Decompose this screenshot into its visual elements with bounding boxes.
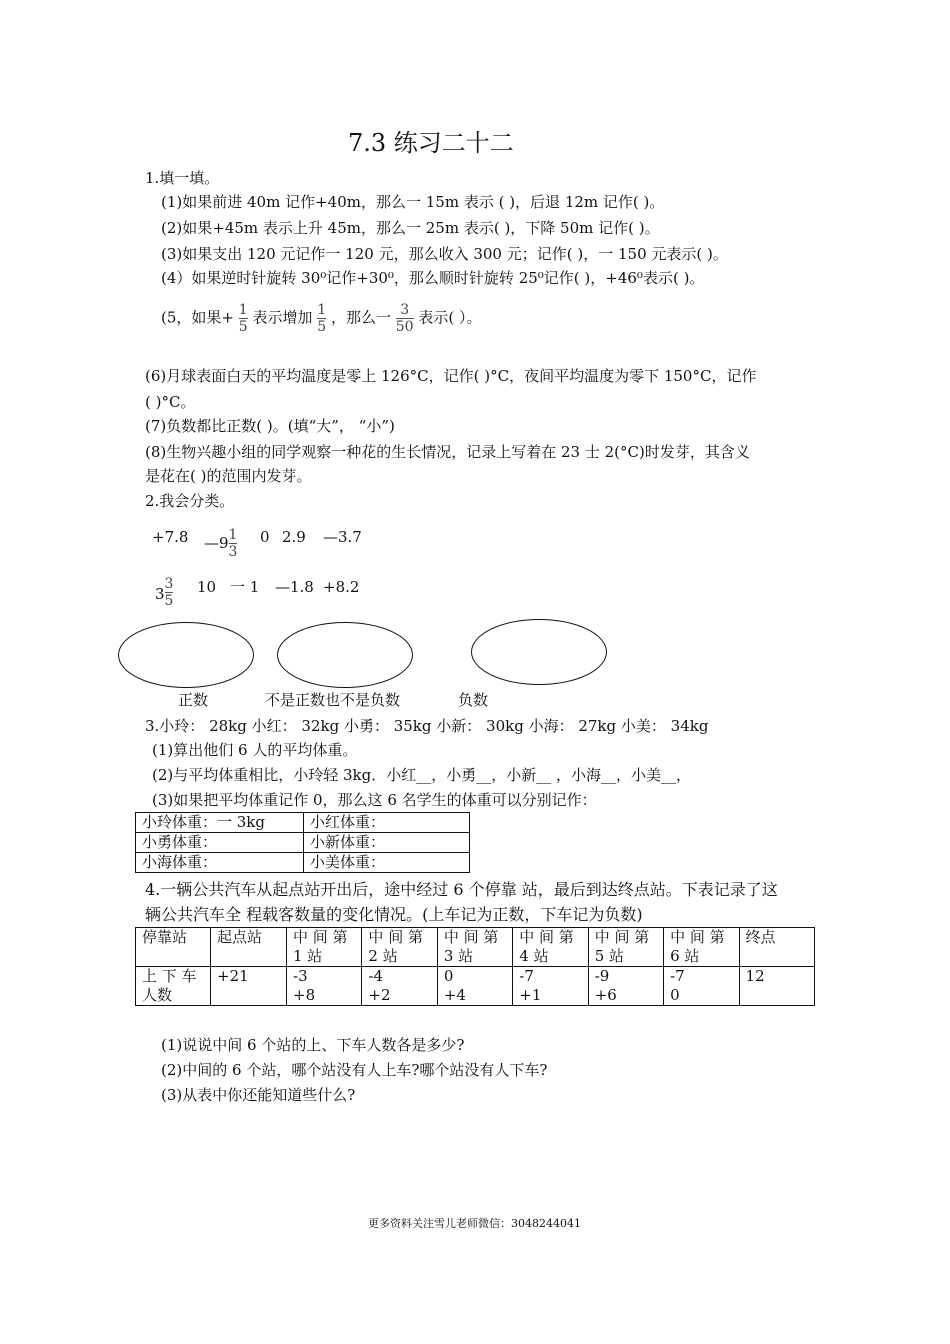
weight-cell: 小红体重： (304, 813, 470, 833)
value-cell: -3 +8 (287, 967, 362, 1006)
value-cell: 0 +4 (437, 967, 512, 1006)
number-3-3-5: $3\frac{3}{5}$ (155, 576, 174, 609)
fraction-one-fifth-2: $\frac{1}{5}$ (317, 302, 327, 335)
q4-heading-b: 辆公共汽车全 程载客数量的变化情况。(上车记为正数，下车记为负数) (145, 905, 643, 924)
value-cell: -4 +2 (362, 967, 437, 1006)
header-cell: 中 间 第 2 站 (362, 928, 437, 967)
positive-oval[interactable] (118, 622, 254, 688)
q1-item-5-part4: 表示( ）。 (418, 308, 482, 327)
weight-cell: 小海体重： (136, 853, 304, 873)
q1-item-3: (3)如果支出 120 元记作一 120 元，那么收入 300 元；记作( )，一 150 元表示( )。 (161, 245, 728, 263)
header-cell: 中 间 第 4 站 (513, 928, 588, 967)
table-row (136, 967, 815, 1006)
bus-table (135, 927, 815, 1006)
q3-heading: 3.小玲： 28kg 小红： 32kg 小勇： 35kg 小新： 30kg 小海： 27kg 小美： 34kg (145, 717, 709, 735)
table-row (136, 833, 470, 853)
header-cell: 停靠站 (136, 928, 211, 967)
number-minus-9-1-3: $—9\frac{1}{3}$ (204, 527, 238, 560)
label-neither: 不是正数也不是负数 (265, 691, 401, 709)
neutral-oval[interactable] (277, 622, 413, 688)
fraction-three-fiftieths: $\frac{3}{50}$ (395, 302, 414, 335)
q1-item-6b: ( )°C。 (145, 393, 196, 411)
row-label-cell: 上 下 车 人数 (136, 967, 211, 1006)
weight-cell: 小新体重： (304, 833, 470, 853)
q4-heading-a: 4.一辆公共汽车从起点站开出后，途中经过 6 个停靠 站，最后到达终点站。下表记录了这 (145, 880, 778, 899)
q3-item-1: (1)算出他们 6 人的平均体重。 (152, 741, 358, 759)
q1-item-6a: (6)月球表面白天的平均温度是零上 126°C，记作( )°C，夜间平均温度为零下 150°C，记作 (145, 367, 757, 385)
q4-item-3: (3)从表中你还能知道些什么? (161, 1086, 356, 1104)
table-row (136, 853, 470, 873)
header-cell: 中 间 第 6 站 (664, 928, 739, 967)
number-minus-3-7: —3.7 (323, 528, 362, 546)
value-cell: -7 0 (664, 967, 739, 1006)
q1-item-2: (2)如果+45m 表示上升 45m，那么一 25m 表示( )，下降 50m 记作( )。 (161, 219, 660, 237)
number-10: 10 (197, 578, 217, 596)
number-plus-8-2: +8.2 (323, 578, 360, 596)
q1-item-5-part1: (5，如果+ (161, 308, 234, 327)
header-cell: 中 间 第 5 站 (588, 928, 663, 967)
q1-item-7: (7)负数都比正数( )。(填“大”， “小”) (145, 417, 395, 435)
q3-item-2: (2)与平均体重相比，小玲轻 3kg．小红__，小勇__，小新__ ，小海__，小美__， (152, 766, 692, 784)
q1-item-8a: (8)生物兴趣小组的同学观察一种花的生长情况，记录上写着在 23 士 2(°C)时发芽，其含义 (145, 443, 750, 461)
q1-item-8b: 是花在( )的范围内发芽。 (145, 467, 312, 485)
fraction-one-fifth: $\frac{1}{5}$ (238, 302, 248, 335)
label-negative: 负数 (458, 691, 489, 709)
weight-table (135, 812, 470, 873)
header-cell: 起点站 (211, 928, 287, 967)
weight-cell: 小勇体重： (136, 833, 304, 853)
header-cell: 中 间 第 3 站 (437, 928, 512, 967)
number-plus-7-8: +7.8 (152, 528, 189, 546)
value-cell: -9 +6 (588, 967, 663, 1006)
number-minus-1-8: —1.8 (275, 578, 314, 596)
negative-oval[interactable] (471, 619, 607, 685)
q2-heading: 2.我会分类。 (145, 492, 235, 510)
header-cell: 终点 (739, 928, 814, 967)
number-zero: 0 (260, 528, 270, 546)
q1-item-5-part2: 表示增加 (252, 308, 313, 327)
number-2-9: 2.9 (282, 528, 306, 546)
weight-cell: 小美体重： (304, 853, 470, 873)
value-cell: 12 (739, 967, 814, 1006)
q1-item-5-part3: ，那么一 (330, 308, 391, 327)
table-row (136, 813, 470, 833)
table-row (136, 928, 815, 967)
q4-item-1: (1)说说中间 6 个站的上、下车人数各是多少? (161, 1036, 465, 1054)
label-positive: 正数 (178, 691, 209, 709)
footer-note: 更多资料关注雪儿老师微信：3048244041 (368, 1217, 581, 1230)
q1-heading: 1.填一填。 (145, 169, 220, 187)
q1-item-1: (1)如果前进 40m 记作+40m，那么一 15m 表示 ( )，后退 12m 记作( )。 (161, 193, 665, 211)
q1-item-5 (161, 302, 481, 335)
value-cell: +21 (211, 967, 287, 1006)
header-cell: 中 间 第 1 站 (287, 928, 362, 967)
q3-item-3: (3)如果把平均体重记作 0，那么这 6 名学生的体重可以分别记作： (152, 791, 597, 809)
value-cell: -7 +1 (513, 967, 588, 1006)
q1-item-4: (4）如果逆时针旋转 30⁰记作+30⁰，那么顺时针旋转 25⁰记作( )，+46⁰表示( )。 (161, 269, 705, 287)
q4-item-2: (2)中间的 6 个站，哪个站没有人上车?哪个站没有人下车? (161, 1061, 548, 1079)
number-minus-1: 一 1 (230, 578, 260, 596)
page-title: 7.3 练习二十二 (348, 129, 514, 157)
weight-cell: 小玲体重：一 3kg (136, 813, 304, 833)
